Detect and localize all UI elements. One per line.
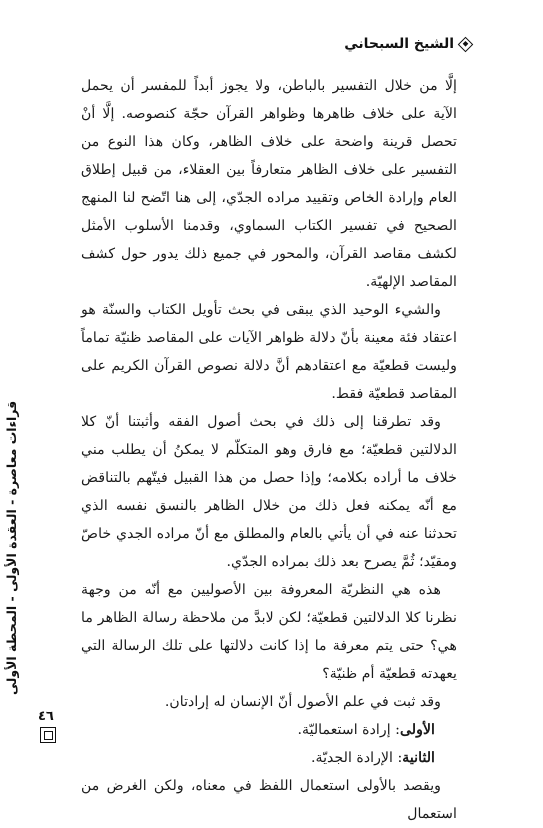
list-item <box>81 716 457 744</box>
header-title: الشيخ السبحاني <box>344 36 454 52</box>
side-book-title: قراءات معاصرة - العقدة الأولى - المحطة الأولى <box>4 400 19 695</box>
paragraph: هذه هي النظريّة المعروفة بين الأصوليين مع أنّه من وجهة نظرنا كلا الدلالتين قطعيّة؛ لكن لابدَّ من ملاحظة رسالة الظاهر ما هي؟ حتى يتم معرفة ما إذا كانت دلالتها على تلك الرسالة التي يعهدته قطعيّة أم ظنيّة؟ <box>81 582 457 682</box>
page-number: ٤٦ <box>38 709 54 724</box>
list-item <box>81 744 457 772</box>
list-item-label: الثانية <box>402 750 435 766</box>
paragraph: والشيء الوحيد الذي يبقى في بحث تأويل الكتاب والسنّة هو اعتقاد فئة معينة بأنّ دلالة ظواهر الآيات على المقاصد ظنيّة تماماً وليست قطعيّة مع اعتقادهم أنَّ دلالة نصوص القرآن الكريم على المقاصد قطعيّة فقط. <box>81 302 457 402</box>
paragraph: وقد ثبت في علم الأصول أنّ الإنسان له إرادتان. <box>164 694 441 710</box>
list-item-text: : الإرادة الجديّة. <box>310 750 403 766</box>
page-marker-icon <box>40 727 56 743</box>
running-header <box>344 36 471 52</box>
paragraph: إلَّا من خلال التفسير بالباطن، ولا يجوز أبداً للمفسر أن يحمل الآية على خلاف ظاهرها وظواهر القرآن حجّة كنصوصه. إلَّا أنْ تحصل قرينة واضحة على خلاف الظاهر، وكان هذا النوع من التفسير على خلاف الظاهر متعارفاً بين العقلاء، من قبيل إطلاق العام وإرادة الخاص وتقييد مراده الجدّي، إلى هنا اتّضح لنا المنهج الصحيح في تفسير الكتاب السماوي، وقدمنا الأسلوب الأمثل لكشف مقاصد القرآن، والمحور في جميع ذلك يدور حول كشف المقاصد الإلهيّة. <box>81 78 457 290</box>
body-text <box>81 72 457 828</box>
paragraph: وقد تطرقنا إلى ذلك في بحث أصول الفقه وأثبتنا أنّ كلا الدلالتين قطعيّة؛ مع فارق وهو المتكلّم لا يمكنُ أن يطلب مني خلاف ما أراده بكلامه؛ وإذا حصل من هذا القبيل فيتّهم بالتناقض مع أنّه يمكنه فعل ذلك من خلال الظاهر بالنسق نفسه الذي تحدثنا عنه في أن يأتي بالعام والمطلق مع أنّ مراده الجدي خاصّ ومقيّد؛ ثُمَّ يصرح بعد ذلك بمراده الجدّي. <box>81 414 457 570</box>
list-item-text: : إرادة استعماليّة. <box>297 722 400 738</box>
paragraph: ويقصد بالأولى استعمال اللفظ في معناه، ولكن الغرض من استعمال <box>81 778 457 822</box>
list-item-label: الأولى <box>399 722 435 738</box>
diamond-icon <box>458 36 474 52</box>
